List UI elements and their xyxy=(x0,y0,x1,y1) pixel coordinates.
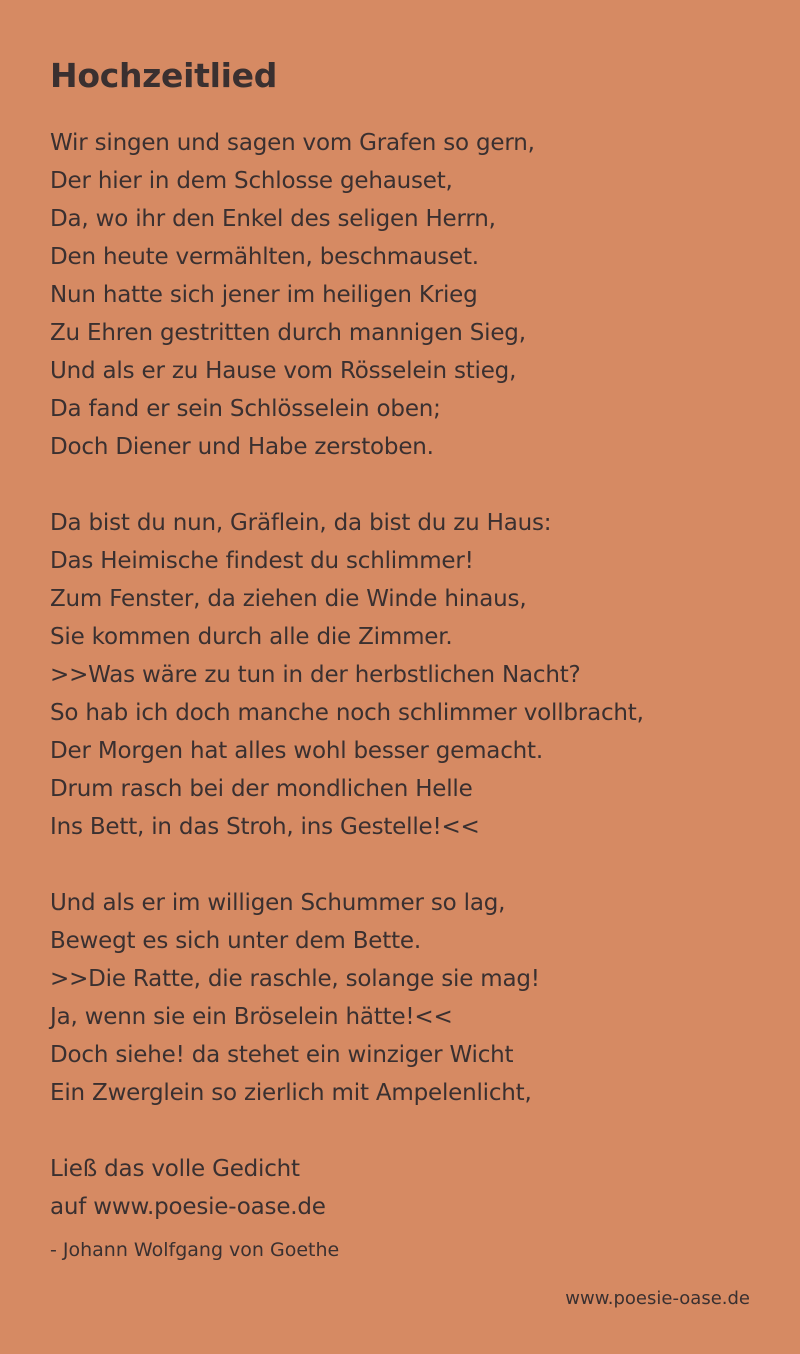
poem-line: Da fand er sein Schlösselein oben; xyxy=(50,396,441,422)
note-link-line: auf www.poesie-oase.de xyxy=(50,1194,326,1220)
stanza-3 xyxy=(50,884,770,1112)
poem-line: Bewegt es sich unter dem Bette. xyxy=(50,928,421,954)
poem-line: Ja, wenn sie ein Bröselein hätte!<< xyxy=(50,1004,453,1030)
stanza-1 xyxy=(50,124,770,466)
poem-line: >>Was wäre zu tun in der herbstlichen Nacht? xyxy=(50,662,581,688)
poem-line: Den heute vermählten, beschmauset. xyxy=(50,244,479,270)
poem-line: Sie kommen durch alle die Zimmer. xyxy=(50,624,453,650)
poem-title: Hochzeitlied xyxy=(50,56,278,95)
footer-website: www.poesie-oase.de xyxy=(565,1288,750,1309)
note-line: Ließ das volle Gedicht xyxy=(50,1156,300,1182)
poem-line: Ein Zwerglein so zierlich mit Ampelenlicht, xyxy=(50,1080,532,1106)
poem-line: Drum rasch bei der mondlichen Helle xyxy=(50,776,473,802)
author-credit: - Johann Wolfgang von Goethe xyxy=(50,1239,340,1261)
poem-line: >>Die Ratte, die raschle, solange sie mag! xyxy=(50,966,540,992)
poem-line: Da bist du nun, Gräflein, da bist du zu Haus: xyxy=(50,510,552,536)
poem-card xyxy=(50,52,770,1266)
poem-line: Doch Diener und Habe zerstoben. xyxy=(50,434,434,460)
poem-line: Doch siehe! da stehet ein winziger Wicht xyxy=(50,1042,514,1068)
poem-line: Wir singen und sagen vom Grafen so gern, xyxy=(50,130,535,156)
poem-line: Der hier in dem Schlosse gehauset, xyxy=(50,168,453,194)
poem-line: Das Heimische findest du schlimmer! xyxy=(50,548,474,574)
poem-body xyxy=(50,124,770,1266)
poem-line: Und als er im willigen Schummer so lag, xyxy=(50,890,506,916)
poem-line: Zu Ehren gestritten durch mannigen Sieg, xyxy=(50,320,526,346)
poem-line: So hab ich doch manche noch schlimmer vollbracht, xyxy=(50,700,644,726)
stanza-2 xyxy=(50,504,770,846)
poem-line: Und als er zu Hause vom Rösselein stieg, xyxy=(50,358,517,384)
poem-line: Da, wo ihr den Enkel des seligen Herrn, xyxy=(50,206,496,232)
poem-line: Der Morgen hat alles wohl besser gemacht. xyxy=(50,738,543,764)
read-more-note xyxy=(50,1150,770,1226)
poem-line: Ins Bett, in das Stroh, ins Gestelle!<< xyxy=(50,814,480,840)
poem-line: Nun hatte sich jener im heiligen Krieg xyxy=(50,282,478,308)
poem-line: Zum Fenster, da ziehen die Winde hinaus, xyxy=(50,586,527,612)
